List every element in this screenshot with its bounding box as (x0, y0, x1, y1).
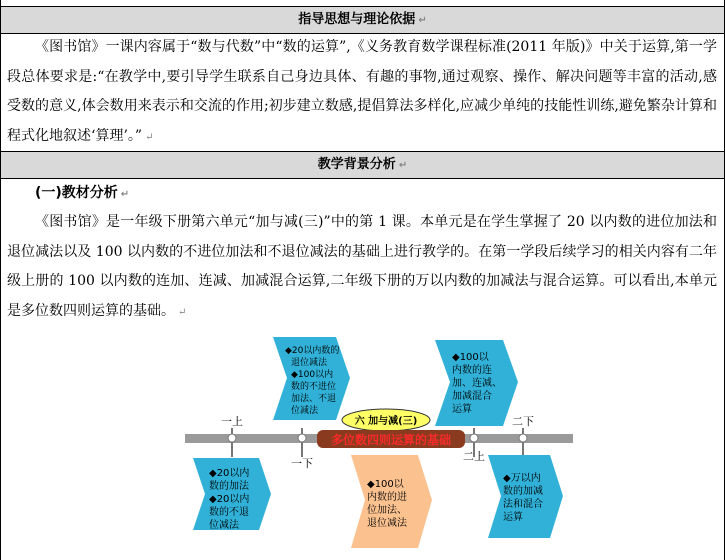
svg-text:退位减法: 退位减法 (291, 358, 328, 368)
grade-label-1-lower: 一下 (291, 457, 313, 470)
section-header-background: 教学背景分析 ↵ (1, 151, 724, 179)
svg-text:数的不退: 数的不退 (209, 507, 249, 518)
svg-text:退位减法: 退位减法 (367, 518, 407, 529)
paragraph-text: 《图书馆》一课内容属于“数与代数”中“数的运算”,《义务教育数学课程标准(2011 年版)》中关于运算,第一学段总体要求是:“在教学中,要引导学生联系自己身边具体、有趣的事物,通过观察、操作、解决问题等丰富的活动,感受数的意义,体会数用来表示和交流的作用;初步建立数感,提倡算法多样化,应减少单纯的技能性训练,避免繁杂计算和程式化地叙述‘算理’。” (7, 39, 717, 144)
knowledge-structure-diagram (1, 0, 724, 560)
unit-label: 六 加与减(三) (354, 416, 418, 427)
svg-text:◆100以: ◆100以 (452, 352, 489, 363)
section-header-guiding-ideas: 指导思想与理论依据 ↵ (1, 6, 724, 34)
tick-node (470, 434, 478, 442)
svg-text:◆20以内: ◆20以内 (209, 494, 250, 505)
svg-text:加减混合: 加减混合 (452, 391, 492, 402)
subheading-textbook-analysis: (一)教材分析 ↵ (35, 185, 130, 201)
svg-text:◆20以内: ◆20以内 (209, 468, 250, 479)
svg-text:数的加减: 数的加减 (503, 486, 543, 497)
svg-text:内数的进: 内数的进 (367, 492, 407, 503)
svg-text:◆100以内: ◆100以内 (291, 370, 334, 380)
main-label: 多位数四则运算的基础 (330, 433, 452, 447)
grade-label-2-upper: 二上 (463, 450, 485, 463)
section-title: 教学背景分析 (317, 157, 396, 172)
grade-label-1-upper: 一上 (221, 415, 243, 428)
grade-label-2-lower: 二下 (512, 415, 534, 428)
svg-text:内数的连: 内数的连 (452, 365, 492, 376)
svg-text:位加法、: 位加法、 (367, 505, 407, 516)
svg-text:加、连减、: 加、连减、 (452, 378, 502, 389)
section-title: 指导思想与理论依据 (298, 12, 416, 27)
svg-text:加法、不退: 加法、不退 (291, 394, 337, 404)
paragraph-textbook-analysis: 《图书馆》是一年级下册第六单元“加与减(三)”中的第 1 课。本单元是在学生掌握了 20 以内数的进位加法和退位减法以及 100 以内数的不进位加法和不退位减法的基础上进行教学的。在第一学段后续学习的相关内容有二年级上册的 100 以内数的连加、连减、加减混合运算,二年级下册的万以内数的加减法与混合运算。可以看出,本单元是多位数四则运算的基础。 ↵ (7, 214, 717, 319)
svg-text:◆万以内: ◆万以内 (503, 473, 541, 484)
svg-text:位减法: 位减法 (291, 406, 319, 416)
subheading-text: (一)教材分析 (35, 185, 118, 201)
svg-text:法和混合: 法和混合 (503, 499, 543, 510)
svg-text:数的不进位: 数的不进位 (291, 382, 337, 392)
tick-node (519, 434, 527, 442)
svg-text:运算: 运算 (452, 404, 472, 415)
svg-text:运算: 运算 (503, 512, 523, 523)
paragraph-text: 《图书馆》是一年级下册第六单元“加与减(三)”中的第 1 课。本单元是在学生掌握了 20 以内数的进位加法和退位减法以及 100 以内数的不进位加法和不退位减法的基础上进行教学的。在第一学段后续学习的相关内容有二年级上册的 100 以内数的连加、连减、加减混合运算,二年级下册的万以内数的加减法与混合运算。可以看出,本单元是多位数四则运算的基础。 (7, 214, 717, 319)
svg-text:数的加法: 数的加法 (209, 481, 249, 492)
svg-text:位减法: 位减法 (209, 520, 239, 531)
svg-text:◆20以内数的: ◆20以内数的 (285, 346, 340, 356)
tick-node (228, 434, 236, 442)
svg-text:◆100以: ◆100以 (367, 479, 404, 490)
paragraph-guiding-ideas: 《图书馆》一课内容属于“数与代数”中“数的运算”,《义务教育数学课程标准(2011 年版)》中关于运算,第一学段总体要求是:“在教学中,要引导学生联系自己身边具体、有趣的事物,通过观察、操作、解决问题等丰富的活动,感受数的意义,体会数用来表示和交流的作用;初步建立数感,提倡算法多样化,应减少单纯的技能性训练,避免繁杂计算和程式化地叙述‘算理’。” ↵ (7, 39, 717, 144)
tick-node (298, 434, 306, 442)
